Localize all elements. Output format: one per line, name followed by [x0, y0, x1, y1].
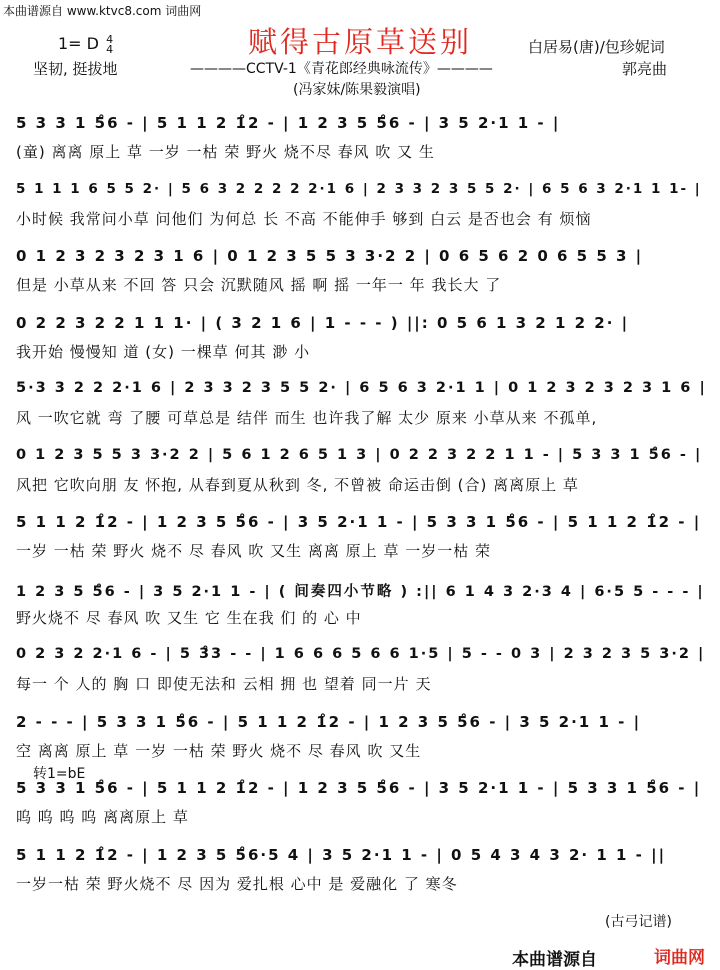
- lyrics-row: 一岁一枯 荣 野火烧不 尽 因为 爱扎根 心中 是 爱融化 了 寒冬: [16, 875, 458, 893]
- site-header: 本曲谱源自 www.ktvc8.com 词曲网: [3, 4, 202, 18]
- lyrics-row: 野火烧不 尽 春风 吹 又生 它 生在我 们 的 心 中: [16, 609, 362, 627]
- notation-row: 5 1 1 1 6 5 5 2· | 5 6 3 2 2 2 2 2·1 6 | 2 3 3 2 3 5 5 2· | 6 5 6 3 2·1 1 1- |: [16, 181, 702, 197]
- song-title: 赋得古原草送别: [247, 25, 472, 59]
- lyrics-row: 小时候 我常问小草 问他们 为何总 长 不高 不能伸手 够到 白云 是否也会 有 烦恼: [16, 210, 592, 228]
- notation-row: 0 1 2 3 5 5 3 3·2 2 | 5 6 1 2 6 5 1 3 | 0 2 2 3 2 2 1 1 - | 5 3 3 1 5̊6 - |: [16, 447, 703, 463]
- composer-credit: 郭亮曲: [622, 60, 668, 78]
- performers-credit: (冯家妹/陈果毅演唱): [293, 82, 421, 98]
- notation-row: 5·3 3 2 2 2·1 6 | 2 3 3 2 3 5 5 2· | 6 5 6 3 2·1 1 | 0 1 2 3 2 3 2 3 1 6 |: [16, 380, 707, 396]
- lyrics-row: 一岁 一枯 荣 野火 烧不 尽 春风 吹 又生 离离 原上 草 一岁一枯 荣: [16, 542, 491, 560]
- lyrics-row: 每一 个 人的 胸 口 即使无法和 云相 拥 也 望着 同一片 天: [16, 675, 432, 693]
- notation-row: 5 3 3 1 5̊6 - | 5 1 1 2 1̊2 - | 1 2 3 5 5̊6 - | 3 5 2·1 1 - |: [16, 114, 561, 132]
- notation-row: 1 2 3 5 5̊6 - | 3 5 2·1 1 - | ( 间奏四小节略 ) :|| 6 1 4 3 2·3 4 | 6·5 5 - - - |: [16, 584, 705, 600]
- lyricist-credit: 白居易(唐)/包珍妮词: [528, 38, 665, 56]
- modulation-mark: 转1=bE: [33, 766, 86, 782]
- lyrics-row: 但是 小草从来 不回 答 只会 沉默随风 摇 啊 摇 一年一 年 我长大 了: [16, 276, 502, 294]
- transcriber-credit: (古弓记谱): [605, 914, 672, 930]
- lyrics-row: (童) 离离 原上 草 一岁 一枯 荣 野火 烧不尽 春风 吹 又 生: [16, 143, 435, 161]
- notation-row: 5 1 1 2 1̊2 - | 1 2 3 5 5̊6·5 4 | 3 5 2·1 1 - | 0 5 4 3 4 3 2· 1 1 - ||: [16, 846, 667, 864]
- tempo-marking: 坚韧, 挺拔地: [33, 60, 118, 78]
- notation-row: 2 - - - | 5 3 3 1 5̊6 - | 5 1 1 2 1̊2 - | 1 2 3 5 5̊6 - | 3 5 2·1 1 - |: [16, 713, 642, 731]
- lyrics-row: 呜 呜 呜 呜 离离原上 草: [16, 808, 189, 826]
- time-signature: [106, 32, 114, 56]
- footer-source: 本曲谱源自: [512, 950, 597, 970]
- notation-row: 0 1 2 3 2 3 2 3 1 6 | 0 1 2 3 5 5 3 3·2 2 | 0 6 5 6 2 0 6 5 5 3 |: [16, 247, 644, 265]
- notation-row: 0 2 2 3 2 2 1 1 1· | ( 3 2 1 6 | 1 - - - ) ||: 0 5 6 1 3 2 1 2 2· |: [16, 314, 630, 332]
- key-signature: [58, 34, 113, 55]
- notation-row: 5 1 1 2 1̊2 - | 1 2 3 5 5̊6 - | 3 5 2·1 1 - | 5 3 3 1 5̊6 - | 5 1 1 2 1̊2 - |: [16, 513, 702, 531]
- lyrics-row: 风 一吹它就 弯 了腰 可草总是 结伴 而生 也许我了解 太少 原来 小草从来 不孤单,: [16, 409, 598, 427]
- notation-row: 0 2 3 2 2·1 6 - | 5 3̊3 - - | 1 6 6 6 5 6 6 1·5 | 5 - - 0 3 | 2 3 2 3 5 3·2 |: [16, 646, 706, 662]
- time-signature-bottom: 4: [106, 42, 114, 56]
- lyrics-row: 风把 它吹向朋 友 怀抱, 从春到夏从秋到 冬, 不曾被 命运击倒 (合) 离离原上 草: [16, 476, 579, 494]
- lyrics-row: 我开始 慢慢知 道 (女) 一棵草 何其 渺 小: [16, 343, 311, 361]
- source-credit: ————CCTV-1《青花郎经典咏流传》————: [190, 61, 493, 77]
- lyrics-row: 空 离离 原上 草 一岁 一枯 荣 野火 烧不 尽 春风 吹 又生: [16, 742, 422, 760]
- notation-row: 5 3 3 1 5̊6 - | 5 1 1 2 1̊2 - | 1 2 3 5 5̊6 - | 3 5 2·1 1 - | 5 3 3 1 5̊6 - |: [16, 779, 702, 797]
- time-signature-top: 4: [106, 32, 114, 46]
- footer-site-logo: 词曲网: [654, 948, 705, 968]
- key-label: 1= D: [58, 34, 99, 53]
